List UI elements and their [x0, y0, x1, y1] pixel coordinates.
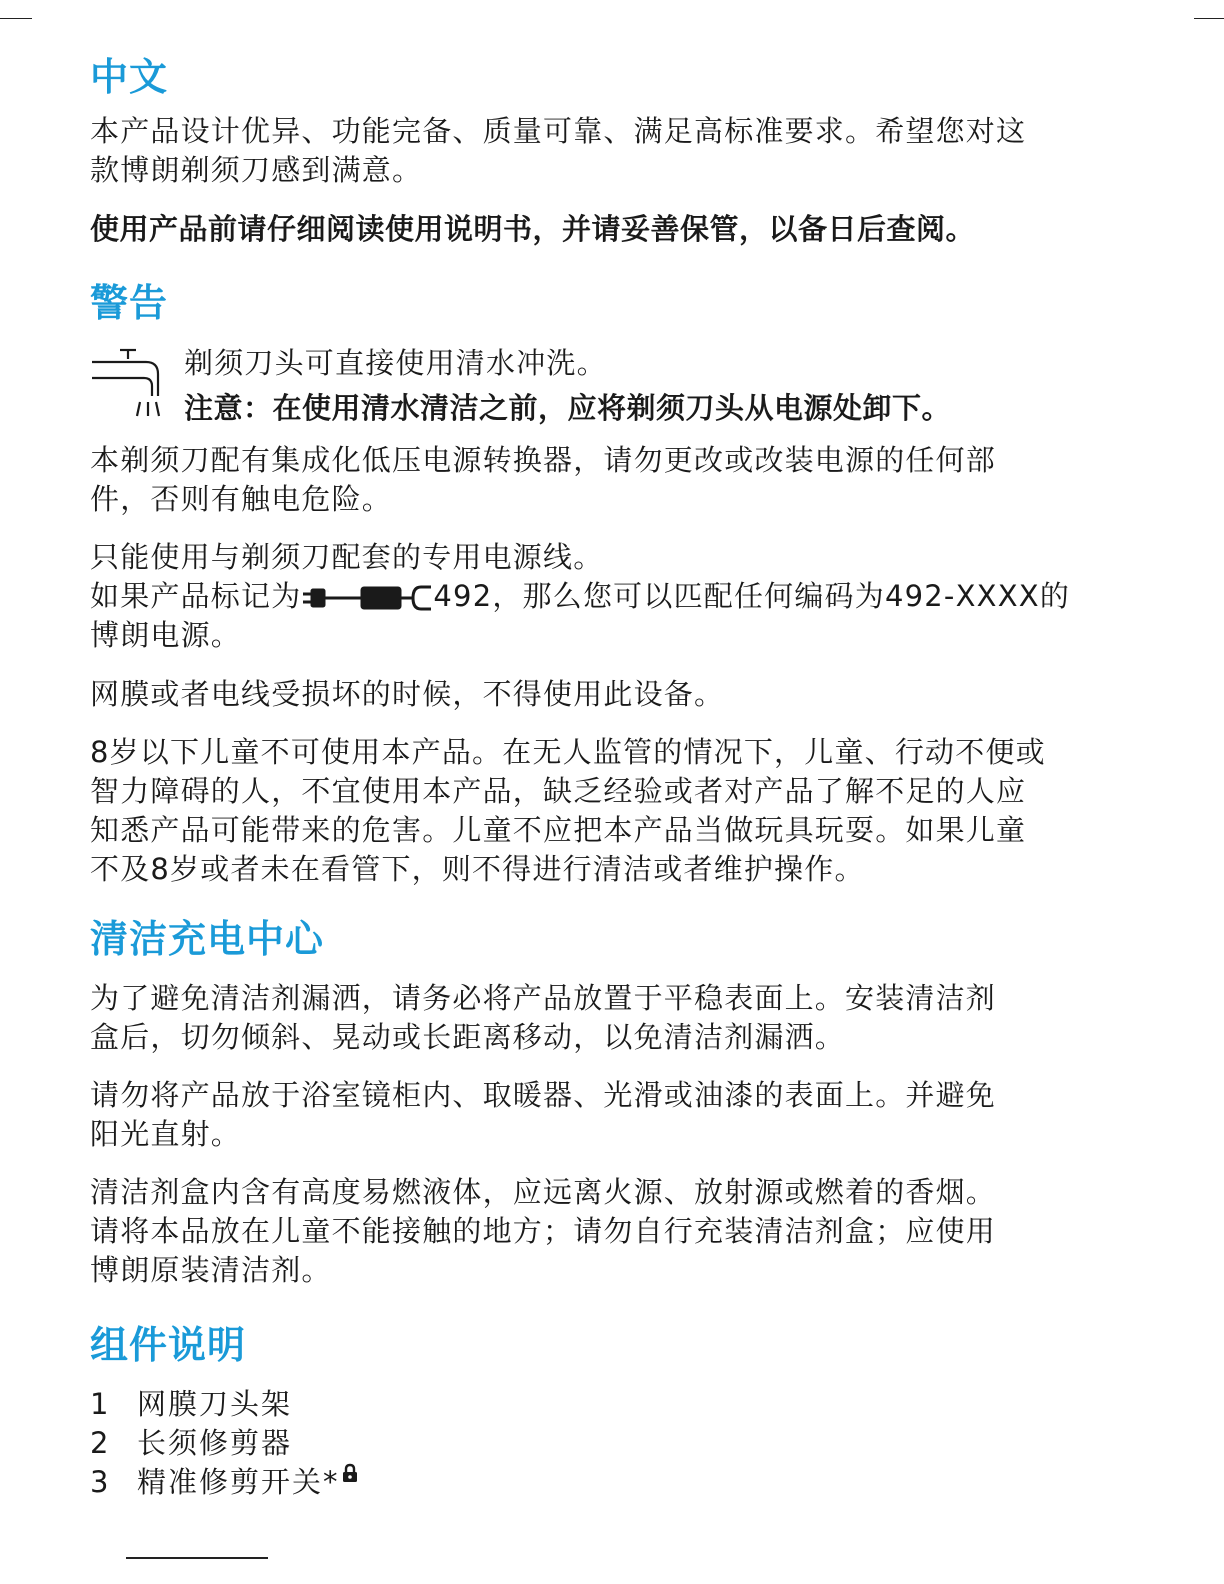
children-warning: 8岁以下儿童不可使用本产品。在无人监管的情况下，儿童、行动不便或 智力障碍的人，不宜使用本产品，缺乏经验或者对产品了解不足的人应 知悉产品可能带来的危害。儿童不应把本产品当做玩具玩耍。如果儿童 不及8岁或者未在看管下，则不得进行清洁或者维护操作。: [90, 735, 1046, 886]
water-tap-icon: [90, 348, 164, 420]
heading-components: 组件说明: [90, 1323, 247, 1367]
rinse-instruction: 剃须刀头可直接使用清水冲洗。: [184, 346, 607, 380]
crop-mark-left: [0, 18, 32, 19]
list-item: 2 长须修剪器: [90, 1426, 293, 1460]
crop-mark-right: [1194, 18, 1224, 19]
cleaning-location-note: 请勿将产品放于浴室镜柜内、取暖器、光滑或油漆的表面上。并避免 阳光直射。: [90, 1078, 997, 1151]
power-adapter-warning: 本剃须刀配有集成化低压电源转换器，请勿更改或改装电源的任何部 件，否则有触电危险。: [90, 443, 997, 516]
heading-chinese: 中文: [90, 55, 169, 99]
rinse-caution: 注意：在使用清水清洁之前，应将剃须刀头从电源处卸下。: [184, 391, 952, 425]
power-cord-warning: 只能使用与剃须刀配套的专用电源线。 如果产品标记为 492，那么您可以匹配任何编码为492-XXXX的 博朗电源。: [90, 540, 1071, 652]
damage-warning: 网膜或者电线受损坏的时候，不得使用此设备。: [90, 677, 725, 711]
power-plug-icon: [301, 583, 433, 613]
read-manual-note: 使用产品前请仔细阅读使用说明书，并请妥善保管，以备日后查阅。: [90, 212, 976, 246]
list-item: 1 网膜刀头架: [90, 1387, 293, 1421]
heading-warning: 警告: [90, 281, 169, 325]
components-list: [90, 1385, 358, 1502]
footer-rule: [126, 1557, 268, 1559]
intro-paragraph: 本产品设计优异、功能完备、质量可靠、满足高标准要求。希望您对这 款博朗剃须刀感到满意。: [90, 114, 1027, 187]
lock-icon: [342, 1463, 358, 1483]
list-item: 3 精准修剪开关*: [90, 1463, 358, 1502]
heading-cleaning-center: 清洁充电中心: [90, 917, 325, 961]
cleaning-fluid-warning: 清洁剂盒内含有高度易燃液体，应远离火源、放射源或燃着的香烟。 请将本品放在儿童不能接触的地方；请勿自行充装清洁剂盒；应使用 博朗原装清洁剂。: [90, 1175, 997, 1287]
cleaning-placement-note: 为了避免清洁剂漏洒，请务必将产品放置于平稳表面上。安装清洁剂 盒后，切勿倾斜、晃动或长距离移动，以免清洁剂漏洒。: [90, 981, 997, 1054]
